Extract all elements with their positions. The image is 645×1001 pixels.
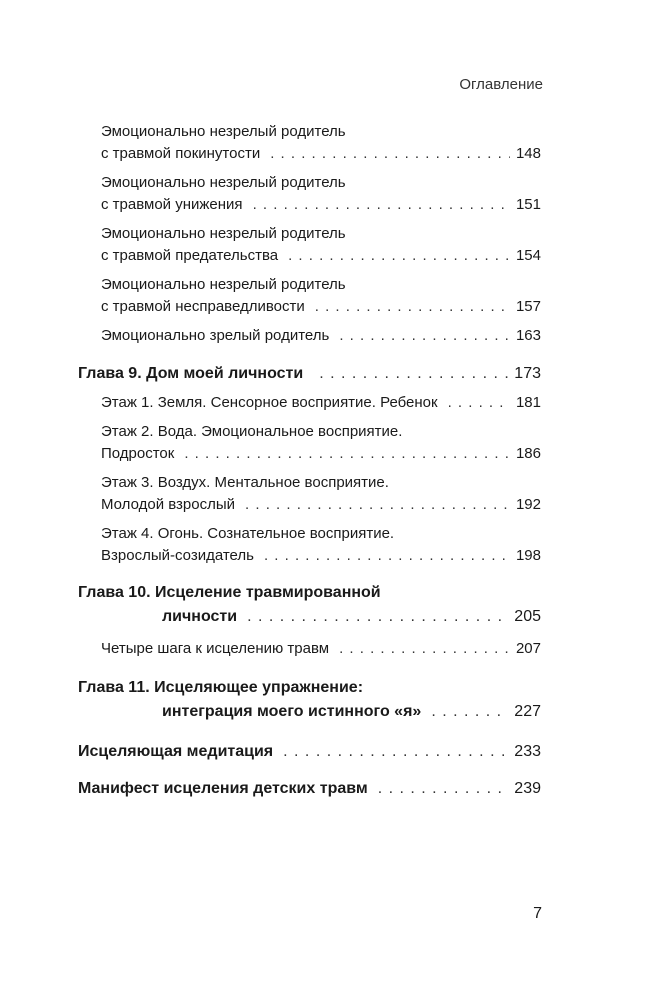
dot-leader [245,495,510,515]
toc-entry[interactable] [101,444,541,464]
toc-page-number: 154 [515,247,541,264]
toc-entry-line1: Эмоционально незрелый родитель [101,276,346,293]
toc-entry[interactable] [101,546,541,566]
toc-chapter[interactable] [78,779,541,799]
toc-entry-title: Четыре шага к исцелению травм [101,640,330,657]
toc-entry-title: Молодой взрослый [101,496,236,513]
page-number: 7 [533,905,542,922]
toc-page-number: 207 [515,640,541,657]
dot-leader [184,444,510,464]
toc-entry-line1: Эмоционально незрелый родитель [101,174,346,191]
toc-entry-title: Подросток [101,445,175,462]
toc-entry[interactable] [101,393,541,413]
toc-entry-title: Эмоционально зрелый родитель [101,327,330,344]
toc-chapter[interactable] [78,364,541,384]
toc-entry[interactable] [101,326,541,346]
toc-entry-title: с травмой покинутости [101,145,261,162]
toc-chapter-line1: Глава 11. Исцеляющее упражнение: [78,679,364,696]
toc-entry-line1: Эмоционально незрелый родитель [101,225,346,242]
toc-entry-title: с травмой предательства [101,247,279,264]
toc-chapter-line1: Глава 10. Исцеление травмированной [78,584,381,601]
toc-entry[interactable] [101,639,541,659]
toc-page-number: 148 [515,145,541,162]
toc-chapter[interactable] [78,742,541,762]
toc-chapter[interactable] [162,702,541,722]
toc-page-number: 151 [515,196,541,213]
toc-entry-line1: Этаж 3. Воздух. Ментальное восприятие. [101,474,389,491]
toc-chapter-title: Глава 9. Дом моей личности [78,365,304,382]
toc-page-number: 239 [514,780,541,797]
toc-entry[interactable] [101,297,541,317]
dot-leader [288,246,510,266]
toc-entry[interactable] [101,195,541,215]
dot-leader [431,702,508,722]
toc-entry[interactable] [101,246,541,266]
toc-chapter-title: Исцеляющая медитация [78,743,274,760]
toc-page-number: 192 [515,496,541,513]
toc-page-number: 205 [514,608,541,625]
toc-entry-line1: Этаж 4. Огонь. Сознательное восприятие. [101,525,395,542]
dot-leader [264,546,510,566]
toc-entry-title: с травмой унижения [101,196,243,213]
toc-page-number: 181 [515,394,541,411]
toc-chapter[interactable] [162,607,541,627]
toc-page-number: 173 [514,365,541,382]
dot-leader [270,144,510,164]
dot-leader [315,297,510,317]
toc-entry-line1: Этаж 2. Вода. Эмоциональное восприятие. [101,423,403,440]
toc-entry-line1: Эмоционально незрелый родитель [101,123,346,140]
toc-entry-title: Этаж 1. Земля. Сенсорное восприятие. Ребенок [101,394,438,411]
dot-leader [339,639,510,659]
toc-entry[interactable] [101,144,541,164]
dot-leader [247,607,508,627]
toc-chapter-title: интеграция моего истинного «я» [162,703,422,720]
dot-leader [319,364,508,384]
toc-chapter-title: личности [162,608,238,625]
toc-page-number: 157 [515,298,541,315]
toc-page-number: 198 [515,547,541,564]
toc-entry-title: Взрослый-созидатель [101,547,254,564]
dot-leader [339,326,510,346]
toc-page-number: 233 [514,743,541,760]
dot-leader [448,393,510,413]
toc-page-number: 186 [515,445,541,462]
dot-leader [283,742,508,762]
toc-entry-title: с травмой несправедливости [101,298,305,315]
dot-leader [253,195,510,215]
dot-leader [378,779,509,799]
toc-page-number: 227 [514,703,541,720]
toc-page-number: 163 [515,327,541,344]
toc-entry[interactable] [101,495,541,515]
toc-chapter-title: Манифест исцеления детских травм [78,780,368,797]
running-header: Оглавление [459,76,543,93]
